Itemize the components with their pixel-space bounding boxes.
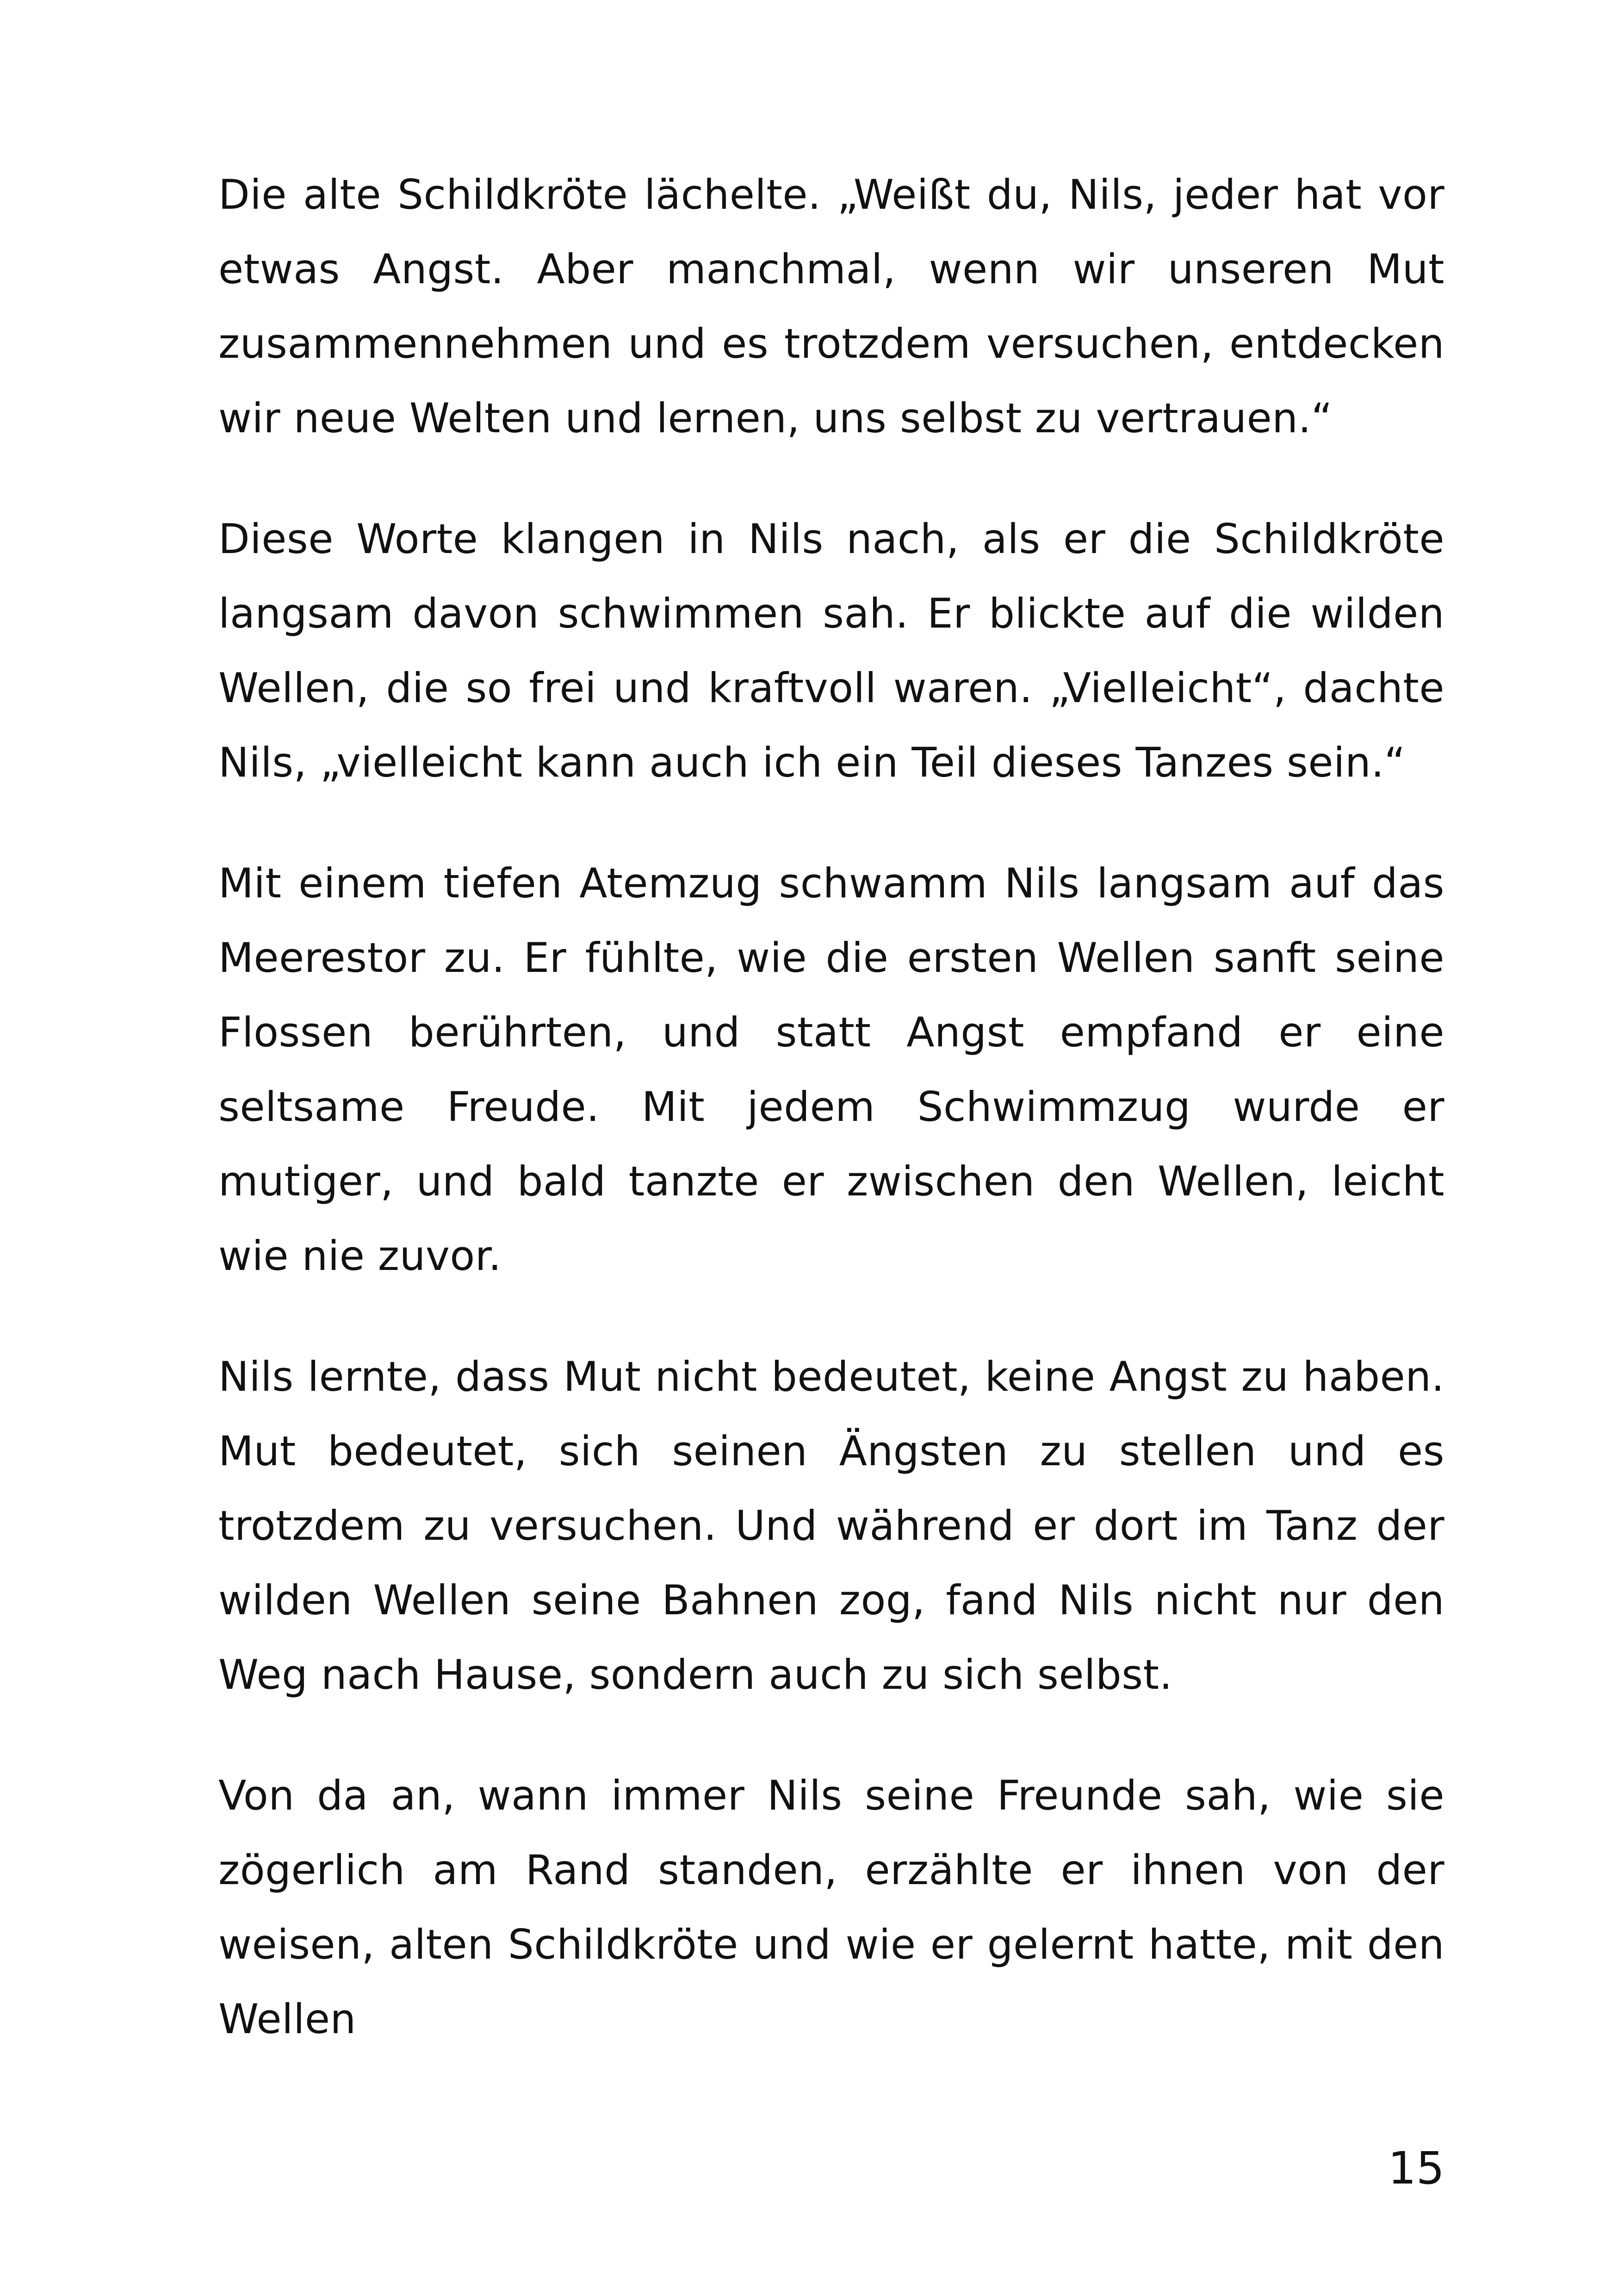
paragraph-3: Mit einem tiefen Atemzug schwamm Nils langsam auf das Meerestor zu. Er fühlte, wie die ersten Wellen sanft seine Flossen berührten, und statt Angst empfand er eine seltsame Freude. Mit jedem Schwimmzug wurde er mutiger, und bald tanzte er zwischen den Wellen, leicht wie nie zuvor. [218,859,1444,1280]
body-text [218,157,1444,2056]
paragraph-4: Nils lernte, dass Mut nicht bedeutet, keine Angst zu haben. Mut bedeutet, sich seinen Ängsten zu stellen und es trotzdem zu versuchen. Und während er dort im Tanz der wilden Wellen seine Bahnen zog, fand Nils nicht nur den Weg nach Hause, sondern auch zu sich selbst. [218,1353,1444,1699]
paragraph-2: Diese Worte klangen in Nils nach, als er die Schildkröte langsam davon schwimmen sah. Er blickte auf die wilden Wellen, die so frei und kraftvoll waren. „Vielleicht“, dachte Nils, „vielleicht kann auch ich ein Teil dieses Tanzes sein.“ [218,515,1444,786]
paragraph-5: Von da an, wann immer Nils seine Freunde sah, wie sie zögerlich am Rand standen, erzählte er ihnen von der weisen, alten Schildkröte und wie er gelernt hatte, mit den Wellen [218,1772,1444,2043]
paragraph-1: Die alte Schildkröte lächelte. „Weißt du, Nils, jeder hat vor etwas Angst. Aber manchmal, wenn wir unseren Mut zusammennehmen und es trotzdem versuchen, entdecken wir neue Welten und lernen, uns selbst zu vertrauen.“ [218,171,1444,442]
page-number: 15 [1388,2142,1444,2194]
